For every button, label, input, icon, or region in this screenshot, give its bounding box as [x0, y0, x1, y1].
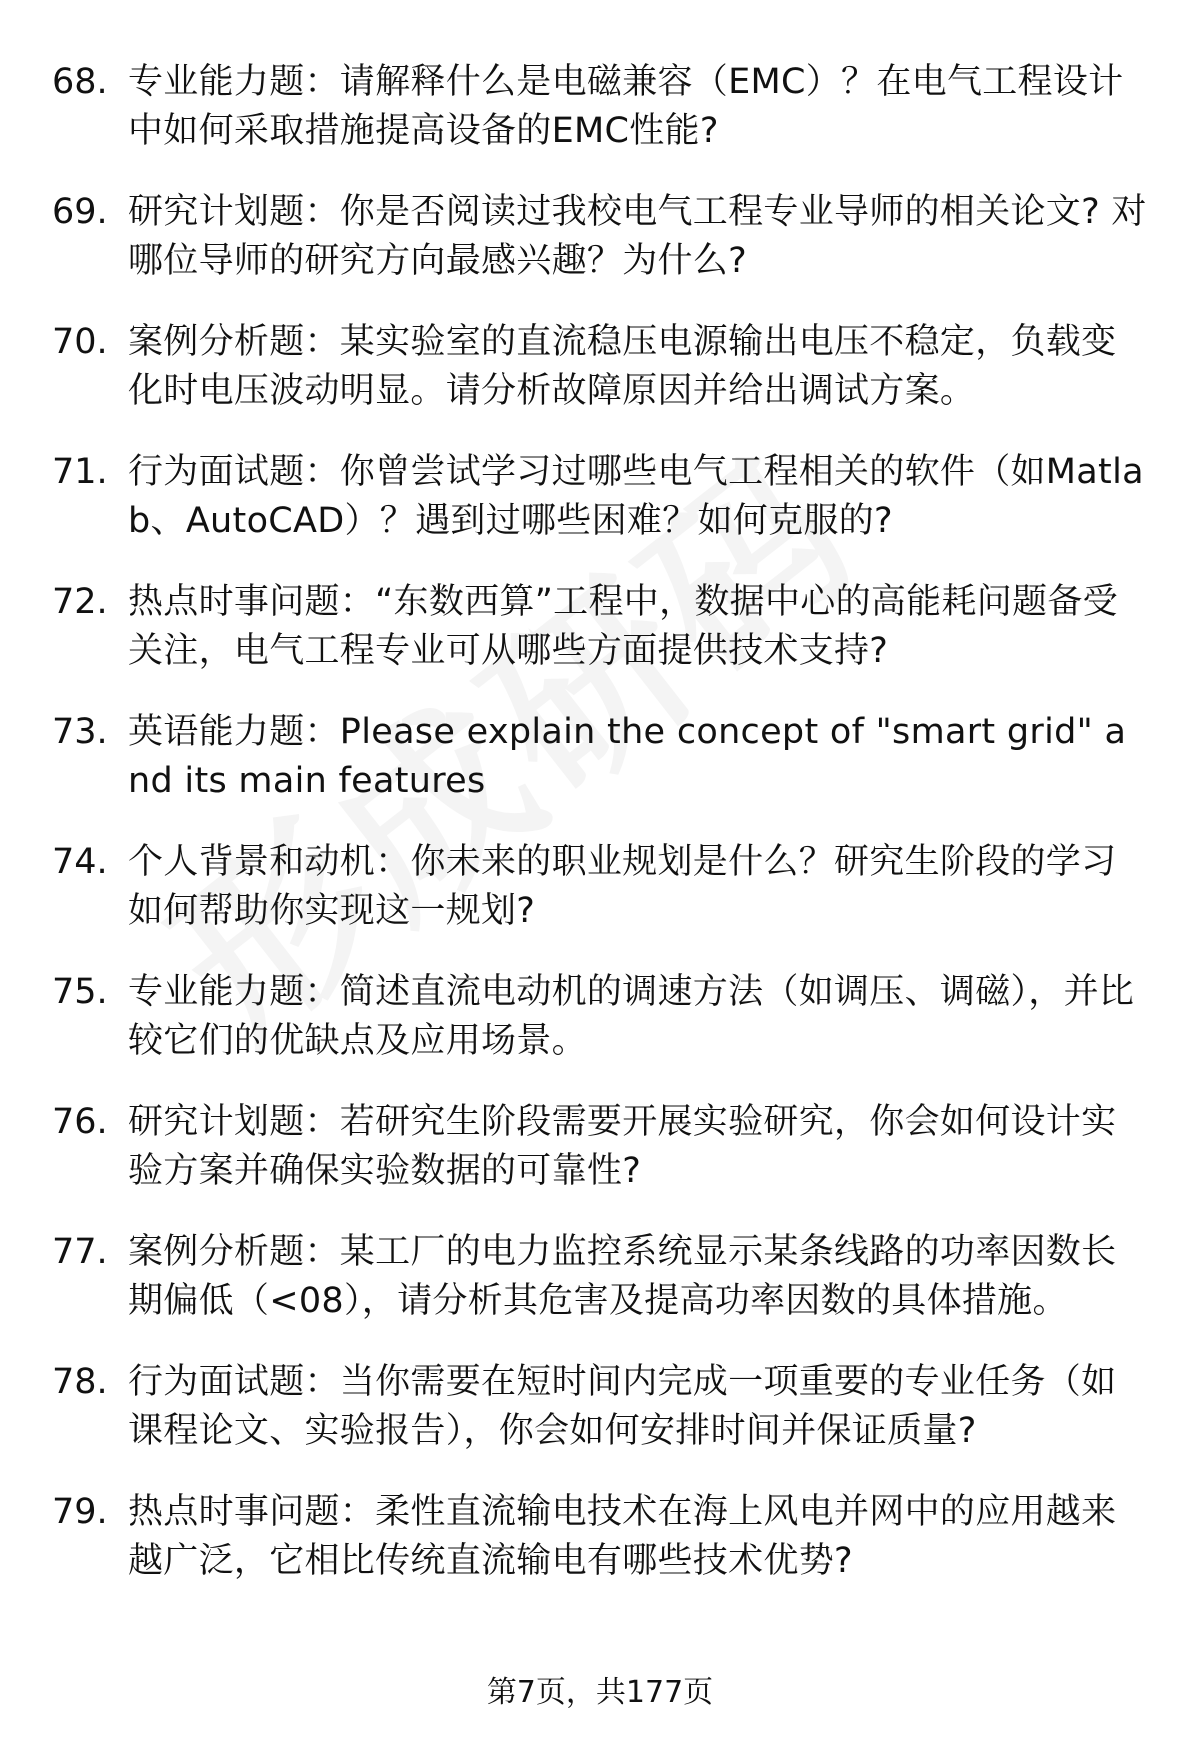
question-item — [0, 1488, 1200, 1610]
question-number: 73. — [52, 712, 108, 752]
question-item — [0, 1228, 1200, 1350]
question-item — [0, 188, 1200, 310]
question-text: 行为面试题：当你需要在短时间内完成一项重要的专业任务（如课程论文、实验报告），你会如何安排时间并保证质量? — [128, 1362, 1117, 1451]
question-text: 研究计划题：你是否阅读过我校电气工程专业导师的相关论文? 对哪位导师的研究方向最感兴趣？为什么? — [128, 192, 1147, 281]
question-number: 72. — [52, 582, 108, 622]
question-text: 热点时事问题：柔性直流输电技术在海上风电并网中的应用越来越广泛，它相比传统直流输电有哪些技术优势? — [128, 1492, 1117, 1581]
question-number: 69. — [52, 192, 108, 232]
question-item — [0, 708, 1200, 830]
question-text: 研究计划题：若研究生阶段需要开展实验研究，你会如何设计实验方案并确保实验数据的可靠性? — [128, 1102, 1117, 1191]
question-item — [0, 1358, 1200, 1480]
question-number: 68. — [52, 62, 108, 102]
question-number: 74. — [52, 842, 108, 882]
question-number: 78. — [52, 1362, 108, 1402]
question-text: 专业能力题：请解释什么是电磁兼容（EMC）？在电气工程设计中如何采取措施提高设备的EMC性能? — [128, 62, 1124, 151]
page-number-footer: 第7页，共177页 — [486, 1675, 714, 1710]
question-number: 75. — [52, 972, 108, 1012]
question-number: 70. — [52, 322, 108, 362]
question-text: 专业能力题：简述直流电动机的调速方法（如调压、调磁），并比较它们的优缺点及应用场景。 — [128, 972, 1135, 1061]
question-item — [0, 318, 1200, 440]
question-text: 行为面试题：你曾尝试学习过哪些电气工程相关的软件（如Matlab、AutoCAD）？遇到过哪些困难？如何克服的? — [128, 452, 1144, 541]
question-item — [0, 838, 1200, 960]
question-item — [0, 58, 1200, 180]
question-item — [0, 968, 1200, 1090]
question-number: 71. — [52, 452, 108, 492]
question-list — [0, 58, 1200, 1618]
question-item — [0, 448, 1200, 570]
question-text: 案例分析题：某实验室的直流稳压电源输出电压不稳定，负载变化时电压波动明显。请分析故障原因并给出调试方案。 — [128, 322, 1117, 411]
question-number: 79. — [52, 1492, 108, 1532]
question-text: 英语能力题：Please explain the concept of "smart grid" and its main features — [128, 712, 1127, 801]
question-number: 76. — [52, 1102, 108, 1142]
question-text: 热点时事问题：“东数西算”工程中，数据中心的高能耗问题备受关注，电气工程专业可从哪些方面提供技术支持? — [128, 582, 1118, 671]
question-item — [0, 1098, 1200, 1220]
question-item — [0, 578, 1200, 700]
question-number: 77. — [52, 1232, 108, 1272]
question-text: 案例分析题：某工厂的电力监控系统显示某条线路的功率因数长期偏低（<08），请分析其危害及提高功率因数的具体措施。 — [128, 1232, 1117, 1321]
question-text: 个人背景和动机：你未来的职业规划是什么？研究生阶段的学习如何帮助你实现这一规划? — [128, 842, 1117, 931]
